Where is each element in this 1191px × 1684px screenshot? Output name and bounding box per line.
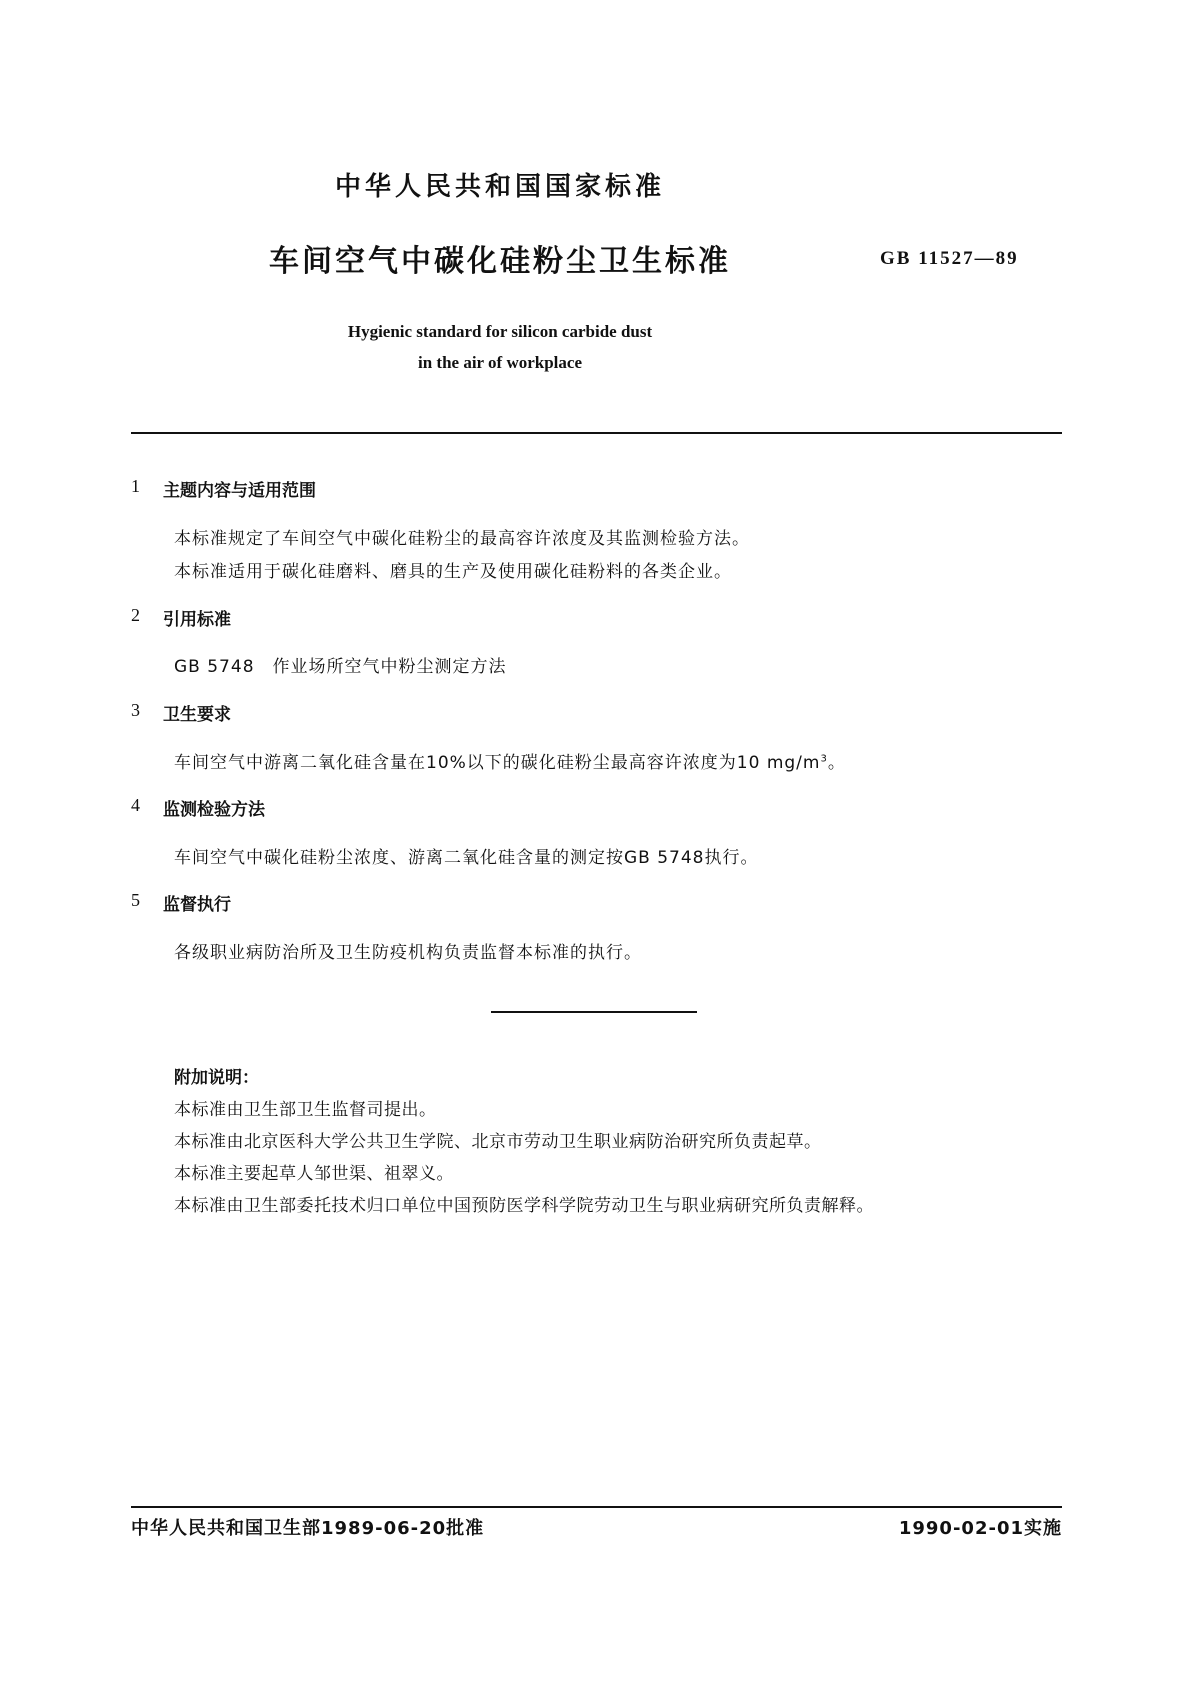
document-title-english-line2: in the air of workplace — [417, 353, 582, 372]
effective-date: 1990-02-01实施 — [898, 1518, 1062, 1539]
national-standard-heading: 中华人民共和国国家标准 — [334, 172, 665, 202]
additional-note-line: 本标准由北京医科大学公共卫生学院、北京市劳动卫生职业病防治研究所负责起草。 — [174, 1132, 822, 1152]
section-number: 5 — [131, 890, 140, 910]
unit-superscript: 3 — [820, 753, 828, 765]
section-number: 1 — [131, 476, 140, 496]
section-3-paragraph-1 — [174, 748, 846, 773]
section-number: 2 — [131, 605, 140, 625]
section-title: 主题内容与适用范围 — [163, 481, 316, 501]
section-4-paragraph-1: 车间空气中碳化硅粉尘浓度、游离二氧化硅含量的测定按GB 5748执行。 — [174, 848, 759, 868]
footer-divider — [131, 1506, 1062, 1508]
section-heading-5 — [131, 890, 231, 915]
section-5-paragraph-1: 各级职业病防治所及卫生防疫机构负责监督本标准的执行。 — [174, 943, 642, 963]
additional-note-line: 本标准由卫生部卫生监督司提出。 — [174, 1100, 437, 1120]
additional-note-line: 本标准主要起草人邹世渠、祖翠义。 — [174, 1164, 454, 1184]
additional-notes-heading: 附加说明： — [174, 1068, 259, 1088]
section-1-paragraph-1: 本标准规定了车间空气中碳化硅粉尘的最高容许浓度及其监测检验方法。 — [174, 529, 750, 549]
approval-date: 中华人民共和国卫生部1989-06-20批准 — [131, 1518, 485, 1539]
section-heading-3 — [131, 700, 231, 725]
section-1-paragraph-2: 本标准适用于碳化硅磨料、磨具的生产及使用碳化硅粉料的各类企业。 — [174, 562, 732, 582]
document-title-chinese: 车间空气中碳化硅粉尘卫生标准 — [269, 244, 731, 279]
section-heading-1 — [131, 476, 316, 501]
sentence-end: 。 — [827, 753, 846, 773]
header-divider — [131, 432, 1062, 434]
document-title-english-line1: Hygienic standard for silicon carbide dust — [347, 322, 653, 341]
section-number: 4 — [131, 795, 140, 815]
section-title: 引用标准 — [163, 610, 231, 630]
additional-note-line: 本标准由卫生部委托技术归口单位中国预防医学科学院劳动卫生与职业病研究所负责解释。 — [174, 1196, 874, 1216]
section-title: 监督执行 — [163, 895, 231, 915]
requirement-text: 车间空气中游离二氧化硅含量在10%以下的碳化硅粉尘最高容许浓度为10 mg/m — [174, 753, 821, 773]
end-of-text-rule — [491, 1011, 697, 1013]
section-title: 卫生要求 — [163, 705, 231, 725]
section-heading-2 — [131, 605, 231, 630]
standard-code: GB 11527—89 — [880, 248, 1019, 269]
section-heading-4 — [131, 795, 265, 820]
section-number: 3 — [131, 700, 140, 720]
section-title: 监测检验方法 — [163, 800, 265, 820]
section-2-paragraph-1: GB 5748 作业场所空气中粉尘测定方法 — [174, 657, 507, 677]
